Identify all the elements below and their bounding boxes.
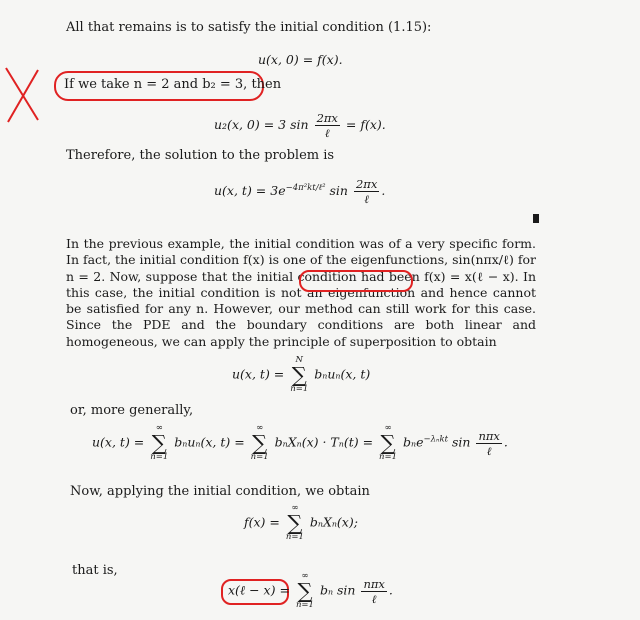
fraction-numerator: 2πx	[355, 177, 378, 191]
summation-symbol	[296, 572, 314, 610]
fraction-denominator: ℓ	[364, 192, 370, 206]
fraction-npix-over-l	[361, 578, 386, 605]
eq4-lhs: u(x, t) =	[232, 366, 285, 382]
eq5-term2: bₙXₙ(x) · Tₙ(t) =	[274, 434, 374, 450]
summation-symbol	[286, 504, 304, 542]
circle-annotation-fx-definition	[299, 270, 413, 292]
take-line: If we take n = 2 and b₂ = 3, then	[64, 77, 282, 92]
eq4-term: bₙuₙ(x, t)	[314, 366, 371, 382]
sum-lower-limit: n=1	[295, 600, 314, 610]
eq5-sin: sin	[452, 434, 471, 450]
now-applying-line: Now, applying the initial condition, we obtain	[70, 484, 370, 499]
equation-superposition-infinite: u(x, t) = ∞ ∑ n=1 bₙuₙ(x, t) = ∞ ∑ n=1 bₙXₙ(x) · Tₙ(t) = ∞ ∑ n=1 bₙe$^{-\lambda_nkt}$ sin $\frac{\text{nπx}}{\text{ℓ}}$ .	[92, 423, 508, 462]
sigma-icon: ∑	[287, 511, 303, 535]
equation-solution: u(x, $t) = 3e^{-4\pi^2kt/\ell^2}$ sin $\frac{2\pi x}{\text{ℓ}}$ .	[214, 177, 386, 206]
eq6-lhs: f(x) =	[244, 514, 280, 530]
fraction-npix-over-l	[476, 430, 501, 457]
eq5-lhs: u(x, t) =	[92, 434, 145, 450]
summation-symbol	[379, 424, 397, 462]
sum-lower-limit: n=1	[150, 452, 169, 462]
equation-superposition-N	[232, 356, 370, 394]
eq3-exponent: −4π²kt/ℓ²	[285, 182, 326, 193]
sigma-icon: ∑	[252, 431, 268, 455]
fraction-2pix-over-l	[354, 178, 379, 205]
sum-upper-limit: N	[295, 355, 303, 365]
eq6-term: bₙXₙ(x);	[309, 514, 358, 530]
sigma-icon: ∑	[380, 431, 396, 455]
sum-lower-limit: n=1	[250, 452, 269, 462]
end-of-proof-square	[533, 214, 539, 223]
eq2-rhs: = f(x).	[345, 117, 386, 132]
sigma-icon: ∑	[151, 431, 167, 455]
sum-upper-limit: ∞	[291, 503, 299, 513]
sum-upper-limit: ∞	[256, 423, 264, 433]
sigma-icon: ∑	[291, 363, 307, 387]
paragraph-previous-example: In the previous example, the initial condition was of a very specific form. In fact, the initial condition f(x) is one of the eigenfunctions, sin(nπx/ℓ) for n = 2. Now, suppose that the initial condition had been f(x) = x(ℓ − x). In this case, the initial condition is not an eigenfunction and hence cannot be satisfied for any n. However, our method can still work for this case. Since the PDE and the boundary conditions are both linear and homogeneous, we can apply the principle of superposition to obtain	[66, 236, 536, 349]
eq3-lhs: u(x, t) = 3e	[214, 183, 286, 198]
summation-symbol	[150, 424, 168, 462]
eq7-lhs: x(ℓ − x)	[228, 582, 276, 598]
therefore-line: Therefore, the solution to the problem is	[66, 148, 335, 163]
fraction-2pix-over-l	[315, 112, 340, 139]
sigma-icon: ∑	[297, 579, 313, 603]
equation-initial-condition: u(x, 0) = f(x).	[258, 52, 343, 67]
sum-upper-limit: ∞	[301, 571, 309, 581]
sum-upper-limit: ∞	[155, 423, 163, 433]
that-is-line: that is,	[72, 563, 118, 578]
sum-lower-limit: n=1	[285, 532, 304, 542]
sum-upper-limit: ∞	[384, 423, 392, 433]
eq7-term: bₙ sin	[319, 582, 356, 598]
fraction-numerator: nπx	[478, 428, 500, 443]
or-generally-line: or, more generally,	[70, 403, 194, 418]
summation-symbol	[290, 356, 308, 394]
eq5-term3: bₙe	[403, 434, 424, 450]
eq7-equals: =	[279, 582, 290, 598]
fraction-numerator: nπx	[363, 576, 385, 591]
fraction-denominator: ℓ	[324, 126, 330, 140]
fraction-denominator: ℓ	[486, 443, 492, 458]
equation-initial-expansion	[244, 504, 358, 542]
summation-symbol	[251, 424, 269, 462]
intro-line: All that remains is to satisfy the initial condition (1.15):	[66, 20, 432, 35]
fraction-numerator: 2πx	[316, 111, 338, 125]
cross-mark-annotation	[0, 60, 50, 130]
fraction-denominator: ℓ	[371, 591, 377, 606]
eq3-sin: sin	[329, 183, 348, 198]
sum-lower-limit: n=1	[379, 452, 398, 462]
eq2-lhs: u₂(x, 0) = 3 sin	[214, 117, 309, 132]
equation-u2	[214, 112, 386, 139]
equation-sine-series: x(ℓ − x) = ∞ ∑ n=1 bₙ sin $\frac{\text{nπx}}{\text{ℓ}}$ .	[228, 571, 393, 610]
eq5-exponent: −λₙkt	[423, 434, 449, 445]
eq5-term1: bₙuₙ(x, t) =	[174, 434, 245, 450]
sum-lower-limit: n=1	[290, 384, 309, 394]
